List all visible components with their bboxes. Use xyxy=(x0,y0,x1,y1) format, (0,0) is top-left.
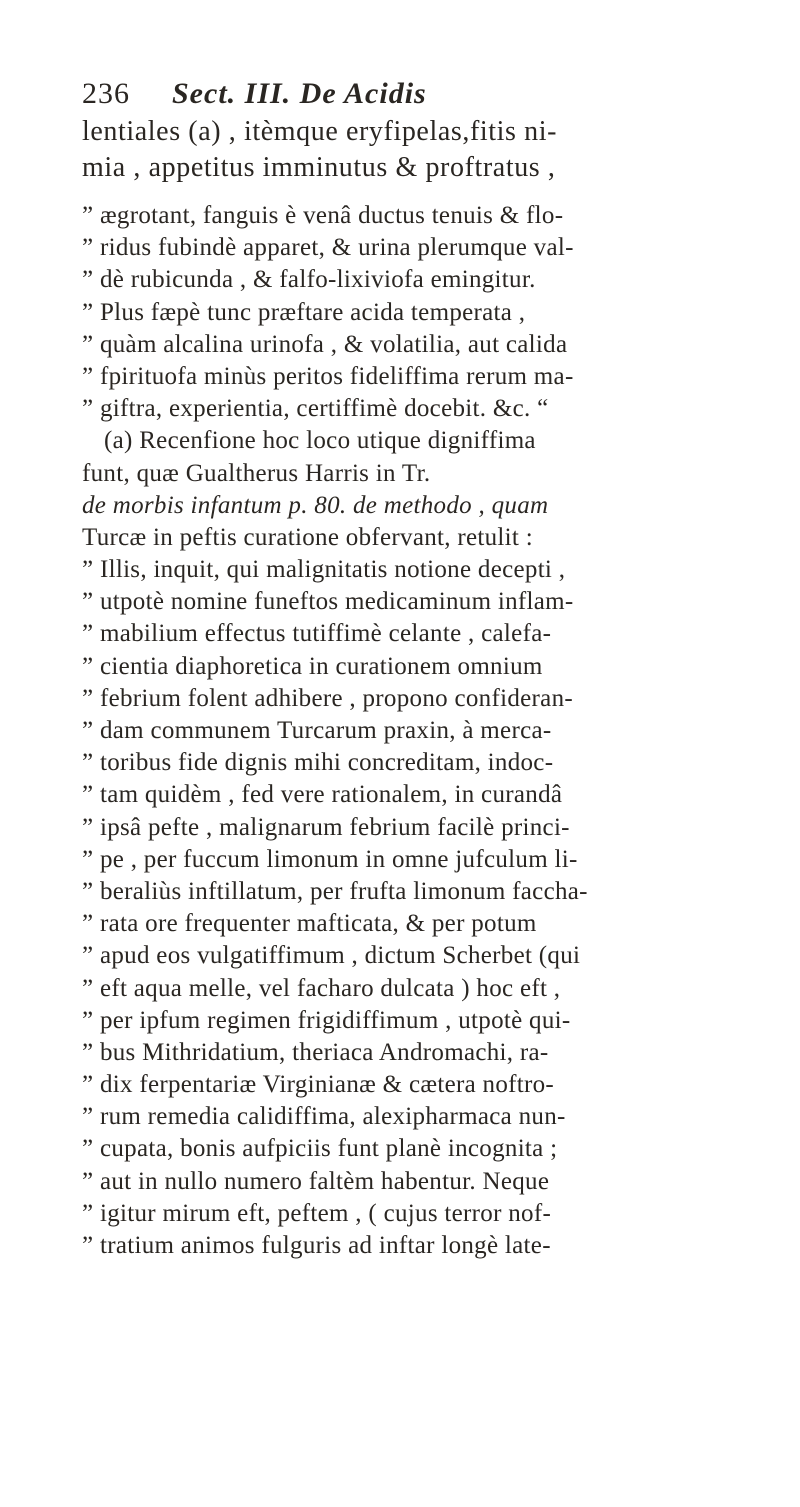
text-line: ” giftra, experientia, certiffimè docebit. &c. “ xyxy=(82,395,549,423)
text-line: ” toribus fide dignis mihi concreditam, indoc- xyxy=(82,749,554,777)
text-line: ” aut in nullo numero faltèm habentur. Neque xyxy=(82,1167,550,1195)
text-line: mia , appetitus imminutus & proftratus , xyxy=(82,152,556,183)
footnote-line: de morbis infantum p. 80. de methodo , quam xyxy=(82,491,549,519)
running-head xyxy=(82,74,702,114)
text-line: ” tam quidèm , fed vere rationalem, in curandâ xyxy=(82,781,563,809)
text-line: ” Illis, inquit, qui malignitatis notione decepti , xyxy=(82,556,566,584)
text-line: ” per ipfum regimen frigidiffimum , utpotè qui- xyxy=(82,1006,571,1034)
footnote-line: Turcæ in peftis curatione obfervant, retulit : xyxy=(82,523,533,551)
text-line: ” ridus fubindè apparet, & urina plerumque val- xyxy=(82,234,574,262)
text-line: ” bus Mithridatium, theriaca Andromachi, ra- xyxy=(82,1038,549,1066)
text-line: ” tratium animos fulguris ad inftar longè late- xyxy=(82,1232,551,1259)
text-line: ” pe , per fuccum limonum in omne jufculum li- xyxy=(82,845,578,873)
text-line: ” beraliùs inftillatum, per frufta limonum faccha- xyxy=(82,877,588,905)
text-line: ” cupata, bonis aufpiciis funt planè incognita ; xyxy=(82,1135,558,1163)
text-line: ” quàm alcalina urinofa , & volatilia, aut calida xyxy=(82,330,568,358)
text-line: ” rum remedia calidiffima, alexipharmaca nun- xyxy=(82,1103,566,1131)
text-line: ” mabilium effectus tutiffimè celante , calefa- xyxy=(82,620,552,648)
text-line: lentiales (a) , itèmque eryfipelas,fitis ni- xyxy=(82,116,558,147)
footnote-line: (a) Recenfione hoc loco utique digniffima xyxy=(104,427,536,455)
text-line: ” fpirituofa minùs peritos fideliffima rerum ma- xyxy=(82,362,574,390)
footnote-line: funt, quæ Gualtherus Harris in Tr. xyxy=(82,459,431,487)
text-line: ” febrium folent adhibere , propono confideran- xyxy=(82,684,573,712)
text-line: ” ipsâ pefte , malignarum febrium facilè princi- xyxy=(82,813,570,841)
text-line: ” cientia diaphoretica in curationem omnium xyxy=(82,652,543,680)
text-line: ” rata ore frequenter mafticata, & per potum xyxy=(82,910,537,938)
section-title: Sect. III. De Acidis xyxy=(172,77,427,110)
text-line: ” utpotè nomine funeftos medicaminum inflam- xyxy=(82,588,574,616)
text-line: ” ægrotant, fanguis è venâ ductus tenuis & flo- xyxy=(82,202,564,229)
text-line: ” apud eos vulgatiffimum , dictum Scherbet (qui xyxy=(82,942,581,970)
body-text xyxy=(82,114,722,1262)
text-line: ” igitur mirum eft, peftem , ( cujus terror nof- xyxy=(82,1199,552,1227)
text-line: ” dix ferpentariæ Virginianæ & cætera noftro- xyxy=(82,1071,555,1099)
text-line: ” dam communem Turcarum praxin, à merca- xyxy=(82,717,552,744)
text-line: ” dè rubicunda , & falfo-lixiviofa emingitur. xyxy=(82,266,536,294)
text-line: ” Plus fæpè tunc præftare acida temperata , xyxy=(82,298,526,326)
page-number: 236 xyxy=(82,77,130,110)
text-line: ” eft aqua melle, vel facharo dulcata ) hoc eft , xyxy=(82,974,561,1002)
